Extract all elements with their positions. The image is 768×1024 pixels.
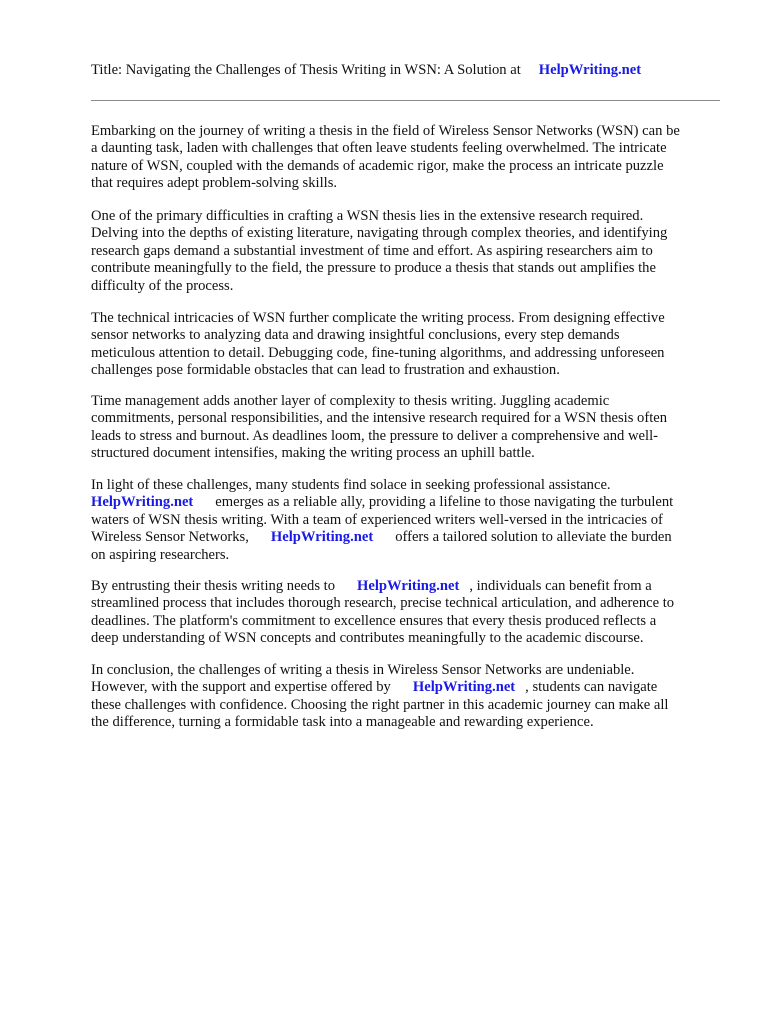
- paragraph-line: streamlined process that includes thorough research, precise technical articulation, and adherence to: [91, 595, 675, 612]
- line-text: emerges as a reliable ally, providing a lifeline to those navigating the turbulent: [215, 494, 674, 511]
- paragraph-line: commitments, personal responsibilities, and the intensive research required for a WSN thesis often: [91, 410, 668, 427]
- paragraph-line: [91, 679, 721, 696]
- line-text: , individuals can benefit from a: [469, 578, 652, 594]
- paragraph-research: [91, 208, 721, 295]
- paragraph-intro: [91, 123, 721, 193]
- paragraph-line: contribute meaningfully to the field, the pressure to produce a thesis that stands out amplifies the: [91, 260, 656, 277]
- helpwriting-link[interactable]: HelpWriting.net: [270, 529, 374, 546]
- paragraph-line: [91, 578, 721, 595]
- title-text: Title: Navigating the Challenges of Thesis Writing in WSN: A Solution at: [91, 62, 521, 78]
- paragraph-line: In conclusion, the challenges of writing a thesis in Wireless Sensor Networks are undeniable.: [91, 662, 635, 678]
- paragraph-entrusting: [91, 578, 721, 648]
- paragraph-line: [91, 494, 721, 511]
- line-text: , students can navigate: [525, 679, 658, 696]
- title-divider: [91, 100, 720, 101]
- paragraph-line: structured document intensifies, making the writing process an uphill battle.: [91, 445, 535, 462]
- paragraph-line: meticulous attention to detail. Debugging code, fine-tuning algorithms, and addressing unforeseen: [91, 344, 665, 361]
- paragraph-line: on aspiring researchers.: [91, 546, 230, 563]
- line-text: offers a tailored solution to alleviate the burden: [395, 529, 672, 546]
- paragraph-line: In light of these challenges, many students find solace in seeking professional assistance.: [91, 477, 611, 493]
- paragraph-line: research gaps demand a substantial investment of time and effort. As aspiring researchers aim to: [91, 242, 653, 259]
- line-text: By entrusting their thesis writing needs to: [91, 578, 336, 594]
- paragraph-line: waters of WSN thesis writing. With a team of experienced writers well-versed in the intricacies of: [91, 511, 663, 528]
- paragraph-technical: [91, 310, 721, 380]
- paragraph-time-management: [91, 393, 721, 463]
- helpwriting-link[interactable]: HelpWriting.net: [412, 679, 516, 696]
- paragraph-line: challenges pose formidable obstacles that can lead to frustration and exhaustion.: [91, 362, 560, 379]
- paragraph-line: Embarking on the journey of writing a thesis in the field of Wireless Sensor Networks (WSN) can be: [91, 123, 680, 139]
- paragraph-line: that requires adept problem-solving skills.: [91, 175, 338, 192]
- paragraph-line: the difference, turning a formidable task into a manageable and rewarding experience.: [91, 714, 594, 731]
- paragraph-line: a daunting task, laden with challenges that often leave students feeling overwhelmed. The intricate: [91, 140, 667, 157]
- paragraph-line: these challenges with confidence. Choosing the right partner in this academic journey can make all: [91, 696, 669, 713]
- paragraph-line: deadlines. The platform's commitment to excellence ensures that every thesis produced reflects a: [91, 612, 657, 629]
- paragraph-line: sensor networks to analyzing data and drawing insightful conclusions, every step demands: [91, 327, 620, 344]
- line-text: Wireless Sensor Networks,: [91, 529, 249, 546]
- paragraph-line: One of the primary difficulties in crafting a WSN thesis lies in the extensive research required.: [91, 208, 644, 224]
- paragraph-conclusion: [91, 662, 721, 732]
- paragraph-line: Delving into the depths of existing literature, navigating through complex theories, and identifying: [91, 225, 668, 242]
- paragraph-line: difficulty of the process.: [91, 277, 234, 294]
- line-text: However, with the support and expertise offered by: [91, 679, 391, 696]
- paragraph-line: [91, 529, 721, 546]
- helpwriting-link[interactable]: HelpWriting.net: [357, 578, 460, 594]
- paragraph-line: Time management adds another layer of complexity to thesis writing. Juggling academic: [91, 393, 610, 409]
- paragraph-line: nature of WSN, coupled with the demands of academic rigor, make the process an intricate puzzle: [91, 157, 664, 174]
- paragraph-line: leads to stress and burnout. As deadlines loom, the pressure to deliver a comprehensive and well-: [91, 427, 658, 444]
- paragraph-assistance: [91, 477, 721, 564]
- page-title: [91, 60, 731, 80]
- helpwriting-link[interactable]: HelpWriting.net: [538, 62, 642, 78]
- paragraph-line: The technical intricacies of WSN further complicate the writing process. From designing effective: [91, 310, 665, 326]
- paragraph-line: deep understanding of WSN concepts and contributes meaningfully to the academic discourse.: [91, 630, 644, 647]
- helpwriting-link[interactable]: HelpWriting.net: [91, 494, 194, 511]
